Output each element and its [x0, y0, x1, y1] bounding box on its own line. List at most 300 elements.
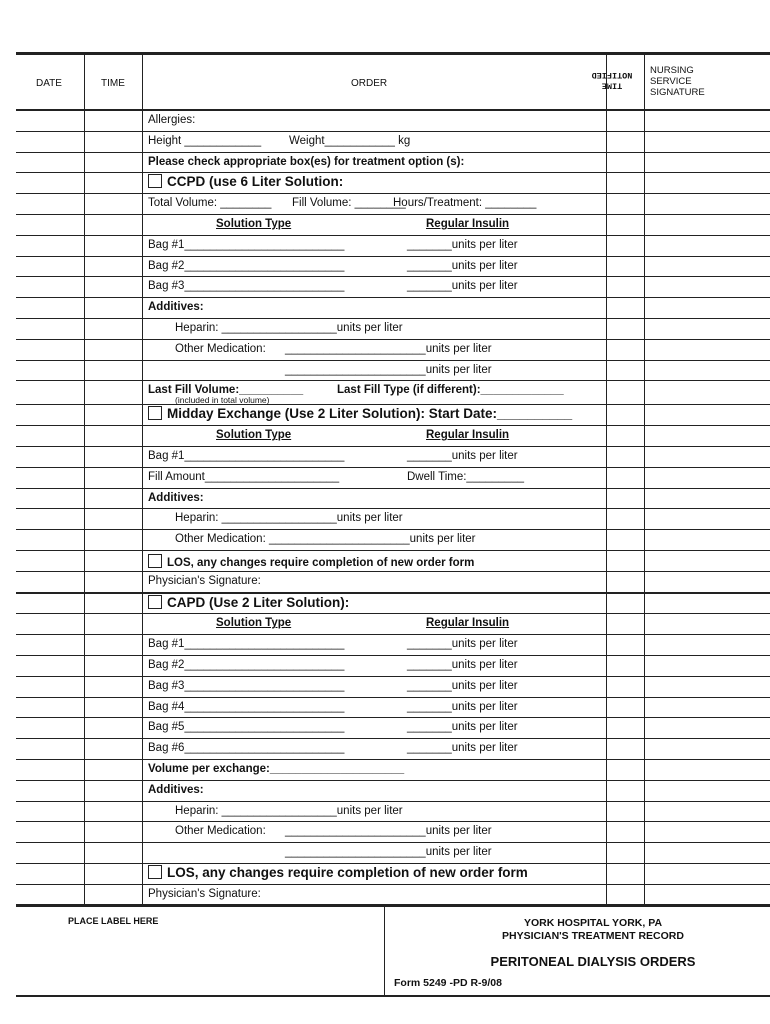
- time-cell[interactable]: [142, 594, 143, 614]
- divider: [84, 55, 85, 109]
- order-text: [216, 617, 291, 629]
- order-cell: [148, 173, 598, 193]
- time-cell[interactable]: [142, 760, 143, 780]
- order-cell: [148, 864, 598, 884]
- time-notified-cell[interactable]: [606, 489, 607, 509]
- order-text: [407, 638, 518, 650]
- date-cell[interactable]: [84, 718, 85, 738]
- time-notified-cell[interactable]: [606, 677, 607, 697]
- time-notified-cell[interactable]: [606, 319, 607, 339]
- checkbox-icon[interactable]: [148, 174, 162, 188]
- order-cell: [148, 698, 598, 718]
- date-cell[interactable]: [84, 822, 85, 842]
- date-cell[interactable]: [84, 656, 85, 676]
- order-cell: [148, 236, 598, 256]
- nursing-signature-cell[interactable]: [644, 173, 645, 193]
- divider: [142, 55, 143, 109]
- nursing-signature-cell[interactable]: [644, 319, 645, 339]
- time-cell[interactable]: [142, 718, 143, 738]
- form-row: [16, 843, 770, 864]
- date-cell[interactable]: [84, 381, 85, 404]
- time-notified-cell[interactable]: [606, 843, 607, 863]
- note-text: (included in total volume): [175, 395, 270, 406]
- form-row: [16, 822, 770, 843]
- nursing-signature-cell[interactable]: [644, 132, 645, 152]
- order-text: [426, 218, 509, 230]
- time-notified-cell[interactable]: [606, 635, 607, 655]
- form-footer: [16, 905, 770, 997]
- order-header: ORDER: [351, 78, 388, 89]
- order-cell: [148, 822, 598, 842]
- date-cell[interactable]: [84, 236, 85, 256]
- order-text-label: ______________________units per liter: [285, 846, 492, 859]
- form-row: [16, 426, 770, 447]
- order-text-label: Bag #1_________________________: [148, 449, 345, 462]
- date-cell[interactable]: [84, 426, 85, 446]
- date-cell[interactable]: [84, 340, 85, 360]
- date-cell[interactable]: [84, 132, 85, 152]
- date-cell[interactable]: [84, 257, 85, 277]
- time-notified-cell[interactable]: [606, 802, 607, 822]
- nursing-signature-cell[interactable]: [644, 111, 645, 131]
- order-cell: [148, 509, 598, 529]
- order-text: [407, 659, 518, 671]
- date-cell[interactable]: [84, 781, 85, 801]
- order-text: [292, 197, 406, 209]
- label-area: PLACE LABEL HERE: [68, 916, 159, 926]
- nursing-signature-cell[interactable]: [644, 340, 645, 360]
- order-cell: [148, 594, 598, 614]
- order-text: [407, 239, 518, 251]
- nursing-line2: SERVICE: [650, 76, 692, 87]
- time-cell[interactable]: [142, 822, 143, 842]
- time-cell[interactable]: [142, 572, 143, 592]
- form-row: [16, 405, 770, 426]
- nursing-signature-cell[interactable]: [644, 781, 645, 801]
- order-option: [148, 174, 343, 189]
- form-row: [16, 635, 770, 656]
- nursing-signature-cell[interactable]: [644, 405, 645, 425]
- date-cell[interactable]: [84, 111, 85, 131]
- order-text: [175, 805, 403, 817]
- time-notified-cell[interactable]: [606, 405, 607, 425]
- order-cell: [148, 215, 598, 235]
- order-text-label: Bag #2_________________________: [148, 658, 345, 671]
- date-cell[interactable]: [84, 614, 85, 634]
- order-text-label: ______________________units per liter: [285, 825, 492, 838]
- form-row: [16, 298, 770, 319]
- order-text-label: Bag #3_________________________: [148, 679, 345, 692]
- order-text: [148, 197, 271, 209]
- order-text: [175, 322, 403, 334]
- time-notified-cell[interactable]: [606, 215, 607, 235]
- order-cell: [148, 802, 598, 822]
- time-notified-cell[interactable]: [606, 718, 607, 738]
- time-notified-cell[interactable]: [606, 153, 607, 173]
- order-cell: [148, 257, 598, 277]
- time-cell[interactable]: [142, 361, 143, 381]
- order-text-label: Last Fill Type (if different):_____________: [337, 384, 564, 397]
- time-notified-cell[interactable]: [606, 257, 607, 277]
- nursing-signature-cell[interactable]: [644, 698, 645, 718]
- time-notified-cell[interactable]: [606, 236, 607, 256]
- order-text: [148, 638, 344, 650]
- nursing-signature-cell[interactable]: [644, 381, 645, 404]
- time-cell[interactable]: [142, 885, 143, 905]
- order-text: [407, 680, 518, 692]
- order-text-label: ______________________units per liter: [285, 363, 492, 376]
- order-cell: [148, 530, 598, 550]
- nursing-signature-cell[interactable]: [644, 277, 645, 297]
- time-notified-cell[interactable]: [606, 530, 607, 550]
- nursing-signature-cell[interactable]: [644, 635, 645, 655]
- order-text-label: Additives:: [148, 491, 204, 504]
- order-text: [148, 135, 261, 147]
- order-text-label: Fill Volume: ________: [292, 197, 406, 210]
- date-cell[interactable]: [84, 173, 85, 193]
- order-text: [289, 135, 410, 147]
- order-text-label: Solution Type: [216, 217, 292, 230]
- date-header: DATE: [36, 78, 62, 89]
- order-text-label: Other Medication: ______________________units per liter: [175, 533, 476, 546]
- time-cell[interactable]: [142, 298, 143, 318]
- nursing-signature-cell[interactable]: [644, 594, 645, 614]
- date-cell[interactable]: [84, 509, 85, 529]
- form-row: [16, 760, 770, 781]
- nursing-signature-cell[interactable]: [644, 236, 645, 256]
- order-text: [148, 659, 344, 671]
- date-cell[interactable]: [84, 677, 85, 697]
- time-cell[interactable]: [142, 194, 143, 214]
- order-text: [148, 156, 464, 168]
- time-notified-cell[interactable]: [606, 194, 607, 214]
- date-cell[interactable]: [84, 489, 85, 509]
- time-notified-cell[interactable]: [606, 111, 607, 131]
- order-text: [407, 471, 524, 483]
- order-text-label: Heparin: __________________units per liter: [175, 321, 403, 334]
- nursing-signature-cell[interactable]: [644, 509, 645, 529]
- nursing-signature-cell[interactable]: [644, 153, 645, 173]
- time-cell[interactable]: [142, 656, 143, 676]
- nursing-signature-cell[interactable]: [644, 194, 645, 214]
- form-row: [16, 277, 770, 298]
- order-text: [407, 450, 518, 462]
- order-text: [407, 260, 518, 272]
- time-cell[interactable]: [142, 635, 143, 655]
- time-notified-cell[interactable]: [606, 447, 607, 467]
- order-text-label: Bag #2_________________________: [148, 259, 345, 272]
- order-cell: [148, 447, 598, 467]
- time-notified-cell[interactable]: [606, 760, 607, 780]
- form-row: [16, 319, 770, 340]
- nursing-signature-cell[interactable]: [644, 718, 645, 738]
- order-cell: [148, 468, 598, 488]
- time-cell[interactable]: [142, 340, 143, 360]
- nursing-signature-cell[interactable]: [644, 468, 645, 488]
- nursing-signature-cell[interactable]: [644, 298, 645, 318]
- order-text-label: LOS, any changes require completion of new order form: [167, 556, 475, 569]
- time-notified-cell[interactable]: [606, 340, 607, 360]
- order-text-label: Regular Insulin: [426, 617, 510, 630]
- nursing-signature-cell[interactable]: [644, 361, 645, 381]
- nursing-signature-cell[interactable]: [644, 257, 645, 277]
- time-cell[interactable]: [142, 509, 143, 529]
- order-cell: [148, 656, 598, 676]
- order-cell: [148, 885, 598, 905]
- order-text: [175, 533, 476, 545]
- order-option: [148, 554, 474, 569]
- order-text: [337, 384, 564, 396]
- order-text-label: Hours/Treatment: ________: [393, 197, 537, 210]
- order-text: [148, 114, 195, 126]
- order-cell: [148, 760, 598, 780]
- form-row: [16, 194, 770, 215]
- time-cell[interactable]: [142, 489, 143, 509]
- order-text-label: Dwell Time:_________: [407, 470, 524, 483]
- time-notified-cell[interactable]: [606, 864, 607, 884]
- form-row: [16, 236, 770, 257]
- record-type: PHYSICIAN'S TREATMENT RECORD: [502, 930, 684, 942]
- order-cell: [148, 635, 598, 655]
- time-cell[interactable]: [142, 447, 143, 467]
- date-cell[interactable]: [84, 215, 85, 235]
- nursing-signature-cell[interactable]: [644, 614, 645, 634]
- time-cell[interactable]: [142, 677, 143, 697]
- nursing-line3: SIGNATURE: [650, 87, 705, 98]
- date-cell[interactable]: [84, 843, 85, 863]
- order-cell: [148, 551, 598, 571]
- order-text: [407, 742, 518, 754]
- time-cell[interactable]: [142, 111, 143, 131]
- time-cell[interactable]: [142, 781, 143, 801]
- order-text-label: Bag #1_________________________: [148, 238, 345, 251]
- checkbox-icon[interactable]: [148, 554, 162, 568]
- time-cell[interactable]: [142, 405, 143, 425]
- order-text: [175, 512, 403, 524]
- form-row: [16, 257, 770, 278]
- document-title: PERITONEAL DIALYSIS ORDERS: [490, 954, 696, 969]
- time-cell[interactable]: [142, 381, 143, 404]
- time-cell[interactable]: [142, 843, 143, 863]
- time-cell[interactable]: [142, 864, 143, 884]
- time-notified-cell[interactable]: [606, 885, 607, 905]
- order-grid: [16, 111, 770, 905]
- order-text-label: _______units per liter: [407, 742, 518, 755]
- order-text: [285, 343, 492, 355]
- time-cell[interactable]: [142, 551, 143, 571]
- time-notified-cell[interactable]: [606, 468, 607, 488]
- time-notified-cell[interactable]: [606, 509, 607, 529]
- order-cell: [148, 489, 598, 509]
- nursing-signature-cell[interactable]: [644, 656, 645, 676]
- nursing-signature-cell[interactable]: [644, 426, 645, 446]
- time-notified-cell[interactable]: [606, 698, 607, 718]
- time-notified-cell[interactable]: [606, 173, 607, 193]
- nursing-signature-cell[interactable]: [644, 843, 645, 863]
- time-notified-cell[interactable]: [606, 739, 607, 759]
- checkbox-icon[interactable]: [148, 406, 162, 420]
- time-notified-cell[interactable]: [606, 614, 607, 634]
- order-text: [148, 492, 204, 504]
- time-cell[interactable]: [142, 215, 143, 235]
- order-text: [285, 825, 492, 837]
- hospital-name: YORK HOSPITAL YORK, PA: [523, 917, 663, 929]
- order-cell: [148, 381, 598, 404]
- hospital-info: [468, 917, 718, 943]
- nursing-signature-cell[interactable]: [644, 572, 645, 592]
- order-text-label: Please check appropriate box(es) for treatment option (s):: [148, 155, 465, 168]
- date-cell[interactable]: [84, 405, 85, 425]
- checkbox-icon[interactable]: [148, 865, 162, 879]
- order-text-label: Additives:: [148, 301, 204, 314]
- nursing-signature-header: [650, 65, 705, 98]
- nursing-signature-cell[interactable]: [644, 760, 645, 780]
- order-cell: [148, 194, 598, 214]
- order-text-label: Regular Insulin: [426, 429, 510, 442]
- time-cell[interactable]: [142, 468, 143, 488]
- date-cell[interactable]: [84, 530, 85, 550]
- form-row: [16, 864, 770, 885]
- date-cell[interactable]: [84, 551, 85, 571]
- time-notified-cell[interactable]: [606, 426, 607, 446]
- date-cell[interactable]: [84, 760, 85, 780]
- order-text-label: Solution Type: [216, 429, 292, 442]
- nursing-signature-cell[interactable]: [644, 215, 645, 235]
- time-notified-cell[interactable]: [606, 277, 607, 297]
- order-text-label: _______units per liter: [407, 638, 518, 651]
- order-text-label: ______________________units per liter: [285, 342, 492, 355]
- time-notified-cell[interactable]: [606, 594, 607, 614]
- order-cell: [148, 340, 598, 360]
- order-text-label: Total Volume: ________: [148, 197, 272, 210]
- time-notified-cell[interactable]: [606, 298, 607, 318]
- date-cell[interactable]: [84, 635, 85, 655]
- time-cell[interactable]: [142, 153, 143, 173]
- order-cell: [148, 718, 598, 738]
- date-cell[interactable]: [84, 361, 85, 381]
- date-cell[interactable]: [84, 739, 85, 759]
- nursing-signature-cell[interactable]: [644, 885, 645, 905]
- form-row: [16, 656, 770, 677]
- order-cell: [148, 153, 598, 173]
- order-option: [148, 865, 528, 880]
- time-notified-cell[interactable]: [606, 132, 607, 152]
- footer-divider: [384, 907, 385, 995]
- order-text-label: Volume per exchange:_____________________: [148, 762, 405, 775]
- order-text-label: Last Fill Volume:__________: [148, 384, 304, 397]
- form-row: [16, 153, 770, 174]
- time-cell[interactable]: [142, 319, 143, 339]
- nursing-signature-cell[interactable]: [644, 739, 645, 759]
- order-cell: [148, 405, 598, 425]
- time-cell[interactable]: [142, 132, 143, 152]
- checkbox-icon[interactable]: [148, 595, 162, 609]
- date-cell[interactable]: [84, 698, 85, 718]
- order-text: [148, 888, 261, 900]
- nursing-signature-cell[interactable]: [644, 822, 645, 842]
- date-cell[interactable]: [84, 572, 85, 592]
- date-cell[interactable]: [84, 277, 85, 297]
- order-text-label: Midday Exchange (Use 2 Liter Solution): Start Date:__________: [167, 406, 573, 422]
- order-text-label: Bag #5_________________________: [148, 721, 345, 734]
- time-notified-cell[interactable]: [606, 656, 607, 676]
- date-cell[interactable]: [84, 885, 85, 905]
- order-text: [216, 218, 291, 230]
- nursing-signature-cell[interactable]: [644, 802, 645, 822]
- order-text: [216, 429, 291, 441]
- time-cell[interactable]: [142, 277, 143, 297]
- order-text-label: _______units per liter: [407, 280, 518, 293]
- time-cell[interactable]: [142, 257, 143, 277]
- time-notified-cell[interactable]: [606, 361, 607, 381]
- form-number: Form 5249 -PD R-9/08: [394, 977, 502, 989]
- time-cell[interactable]: [142, 802, 143, 822]
- time-cell[interactable]: [142, 739, 143, 759]
- nursing-signature-cell[interactable]: [644, 447, 645, 467]
- order-text-label: Bag #3_________________________: [148, 280, 345, 293]
- date-cell[interactable]: [84, 594, 85, 614]
- form-row: [16, 215, 770, 236]
- order-text: [148, 575, 261, 587]
- time-notified-cell[interactable]: [606, 381, 607, 404]
- nursing-signature-cell[interactable]: [644, 551, 645, 571]
- order-cell: [148, 319, 598, 339]
- order-text-label: LOS, any changes require completion of new order form: [167, 864, 528, 880]
- date-cell[interactable]: [84, 447, 85, 467]
- date-cell[interactable]: [84, 802, 85, 822]
- time-cell[interactable]: [142, 236, 143, 256]
- order-text-label: Physician's Signature:: [148, 574, 261, 587]
- date-cell[interactable]: [84, 298, 85, 318]
- order-cell: [148, 677, 598, 697]
- order-text-label: Heparin: __________________units per liter: [175, 512, 403, 525]
- nursing-signature-cell[interactable]: [644, 489, 645, 509]
- nursing-signature-cell[interactable]: [644, 677, 645, 697]
- time-notified-cell[interactable]: [606, 572, 607, 592]
- order-text-label: _______units per liter: [407, 700, 518, 713]
- nursing-signature-cell[interactable]: [644, 864, 645, 884]
- date-cell[interactable]: [84, 194, 85, 214]
- order-cell: [148, 843, 598, 863]
- date-cell[interactable]: [84, 468, 85, 488]
- date-cell[interactable]: [84, 153, 85, 173]
- time-notified-cell[interactable]: [606, 551, 607, 571]
- order-text: [148, 450, 344, 462]
- order-text-label: Bag #1_________________________: [148, 638, 345, 651]
- form-row: [16, 132, 770, 153]
- date-cell[interactable]: [84, 319, 85, 339]
- form-row: [16, 530, 770, 551]
- form-row: [16, 447, 770, 468]
- time-notified-cell[interactable]: [606, 822, 607, 842]
- time-cell[interactable]: [142, 698, 143, 718]
- time-cell[interactable]: [142, 173, 143, 193]
- nursing-line1: NURSING: [650, 65, 694, 76]
- order-text: [148, 301, 204, 313]
- time-notified-line1: TIME: [601, 80, 623, 91]
- form-row: [16, 718, 770, 739]
- nursing-signature-cell[interactable]: [644, 530, 645, 550]
- order-text: [426, 429, 509, 441]
- time-header: TIME: [101, 78, 125, 89]
- time-cell[interactable]: [142, 426, 143, 446]
- date-cell[interactable]: [84, 864, 85, 884]
- time-notified-cell[interactable]: [606, 781, 607, 801]
- time-cell[interactable]: [142, 530, 143, 550]
- order-text-label: CAPD (Use 2 Liter Solution):: [167, 594, 350, 610]
- order-cell: [148, 739, 598, 759]
- time-cell[interactable]: [142, 614, 143, 634]
